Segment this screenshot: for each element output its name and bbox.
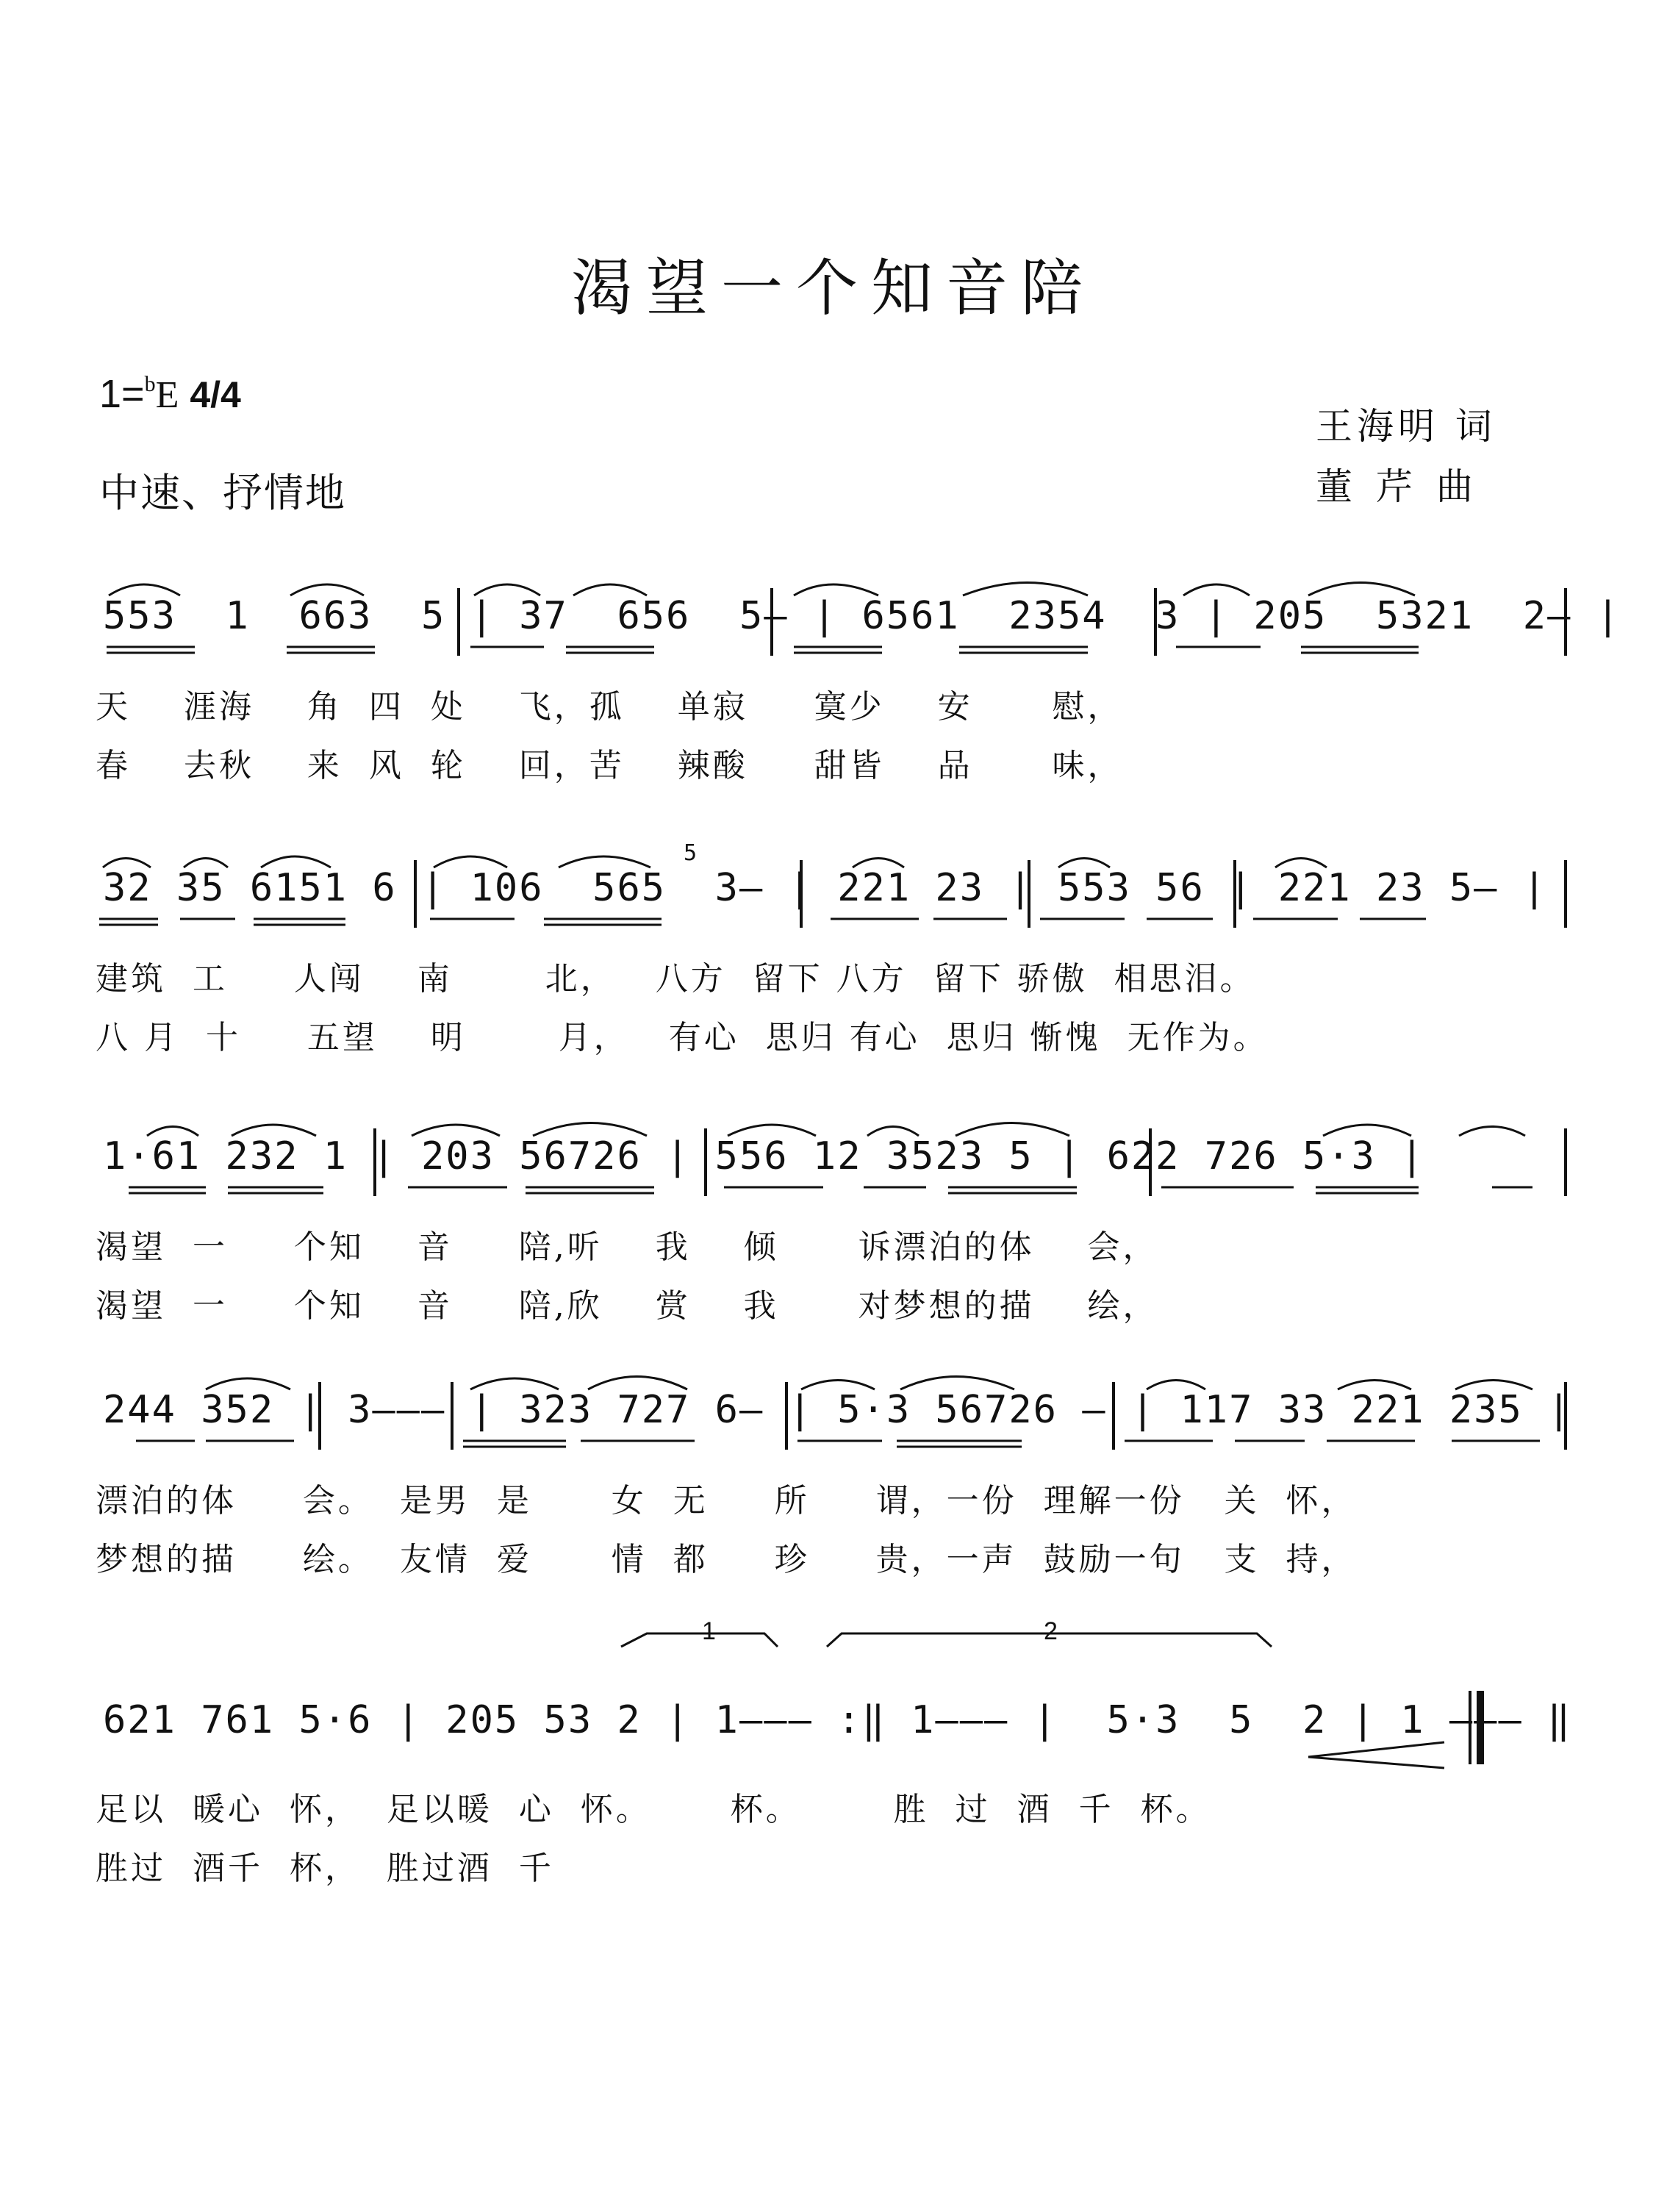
composer-credit: 董芹曲 [1316, 465, 1496, 508]
volta-1-label: 1 [702, 1617, 716, 1645]
lyricist-credit: 王海明 词 [1316, 405, 1496, 448]
lyric-verse-1: 渴望 一 个知 音 陪,听 我 倾 诉漂泊的体 会， [96, 1228, 1158, 1266]
lyric-verse-2: 渴望 一 个知 音 陪,欣 赏 我 对梦想的描 绘， [96, 1287, 1158, 1325]
melody-line: 621 761 5·6 | 205 53 2 | 1——— :‖ 1——— | 5·3 5 2 | 1 ——— ‖ [103, 1698, 1572, 1742]
lyric-verse-2: 八 月 十 五望 明 月， 有心 思归 有心 思归 惭愧 无作为。 [96, 1019, 1269, 1056]
time-signature: 4/4 [190, 374, 241, 415]
lyric-verse-1: 天 涯海 角 四 处 飞，孤 单寂 寞少 安 慰， [96, 688, 1123, 726]
lyric-verse-1: 足以 暖心 怀， 足以暖 心 怀。 杯。 胜 过 酒 千 杯。 [96, 1791, 1211, 1828]
grace-note: 5 [684, 840, 698, 866]
volta-2-label: 2 [1044, 1617, 1058, 1645]
melody-line: 553 1 663 5 | 37 656 5— | 6561 2354 3 | 205 5321 2— | [103, 594, 1621, 638]
melody-line: 32 35 6151 6 | 106 565 3— | 221 23 | 553 56 | 221 23 5— | [103, 866, 1548, 910]
tempo-marking: 中速、抒情地 [99, 470, 346, 516]
slur-marks [0, 573, 1667, 676]
lyric-verse-2: 春 去秋 来 风 轮 回，苦 辣酸 甜皆 品 味， [96, 747, 1123, 784]
slur-marks [0, 840, 1667, 948]
melody-line: 1·61 232 1 | 203 56726 | 556 12 3523 5 | 622 726 5·3 | [103, 1134, 1425, 1178]
lyric-verse-1: 建筑 工 人闯 南 北， 八方 留下 八方 留下 骄傲 相思泪。 [96, 960, 1255, 998]
slur-marks [0, 1114, 1667, 1217]
lyric-verse-1: 漂泊的体 会。 是男 是 女 无 所 谓，一份 理解一份 关 怀， [96, 1482, 1357, 1520]
volta-brackets [0, 1617, 1667, 1786]
slur-marks [0, 1367, 1667, 1470]
key-letter: E [155, 374, 179, 416]
lyric-verse-2: 梦想的描 绘。 友情 爱 情 都 珍 贵，一声 鼓励一句 支 持， [96, 1541, 1357, 1578]
lyric-verse-2: 胜过 酒千 杯， 胜过酒 千 [96, 1850, 554, 1887]
flat-sign: b [144, 372, 156, 396]
melody-line: 244 352 | 3——— | 323 727 6— | 5·3 56726 — | 117 33 221 235 | [103, 1388, 1572, 1432]
song-title: 渴望一个知音陪 [570, 252, 1096, 324]
key-signature [99, 371, 241, 417]
key-prefix: 1= [99, 372, 145, 416]
